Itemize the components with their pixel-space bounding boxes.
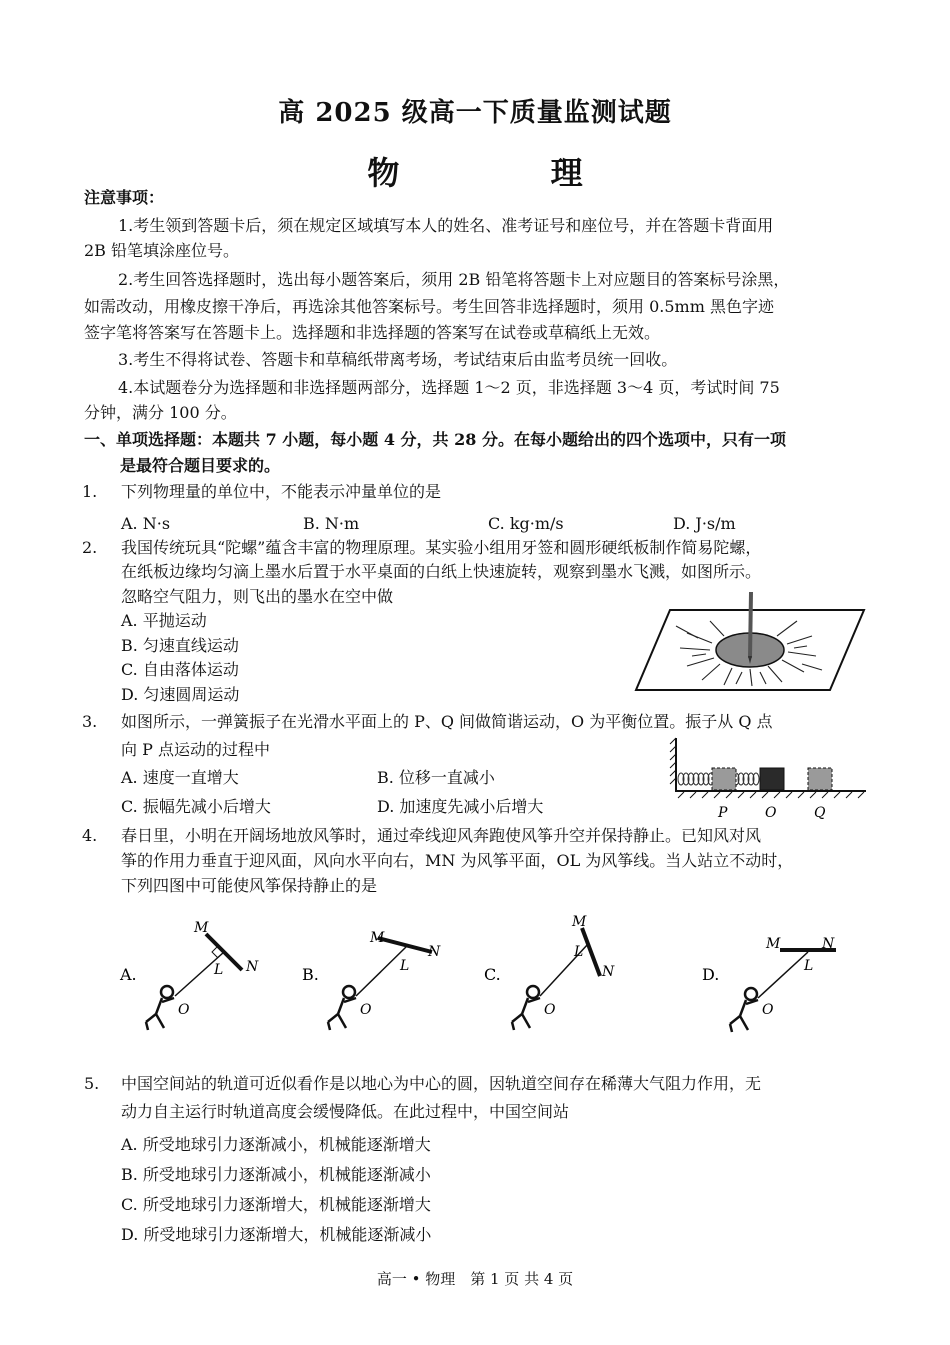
notice-line: 2B 铅笔填涂座位号。	[84, 241, 240, 260]
option-b: B. 所受地球引力逐渐减小，机械能逐渐减小	[121, 1165, 431, 1184]
option-letter-a: A.	[120, 965, 137, 984]
question-stem: 筝的作用力垂直于迎风面，风向水平向右，MN 为风筝平面，OL 为风筝线。当人站立不动时，	[121, 851, 794, 870]
option-letter-b: B.	[302, 965, 319, 984]
subject-title: 物 理	[367, 154, 653, 192]
svg-text:O: O	[762, 1002, 774, 1018]
question-stem: 春日里，小明在开阔场地放风筝时，通过牵线迎风奔跑使风筝升空并保持静止。已知风对风	[121, 826, 762, 845]
spinning-top-figure	[632, 588, 872, 694]
question-stem: 忽略空气阻力，则飞出的墨水在空中做	[121, 587, 394, 606]
question-number: 1.	[82, 482, 98, 501]
question-stem: 向 P 点运动的过程中	[121, 740, 270, 759]
svg-text:L: L	[574, 944, 584, 960]
question-number: 5.	[84, 1074, 100, 1093]
option-d: D. 加速度先减小后增大	[377, 797, 544, 816]
svg-text:M: M	[766, 936, 781, 952]
option-a: A. 平抛运动	[121, 611, 207, 630]
option-c: C. 自由落体运动	[121, 660, 239, 679]
svg-text:N: N	[428, 944, 441, 960]
notice-line: 1.考生领到答题卡后，须在规定区域填写本人的姓名、准考证号和座位号，并在答题卡背面用	[118, 216, 774, 235]
spring-oscillator-figure	[668, 736, 870, 822]
question-stem: 如图所示，一弹簧振子在光滑水平面上的 P、Q 间做简谐运动，O 为平衡位置。振子从 Q 点	[121, 712, 773, 731]
svg-text:O: O	[360, 1002, 372, 1018]
option-b: B. 匀速直线运动	[121, 636, 239, 655]
kite-b	[328, 930, 441, 1030]
svg-text:O: O	[544, 1002, 556, 1018]
notice-line: 如需改动，用橡皮擦干净后，再选涂其他答案标号。考生回答非选择题时，须用 0.5mm 黑色字迹	[84, 297, 774, 316]
option-b: B. N·m	[303, 514, 360, 533]
question-stem: 中国空间站的轨道可近似看作是以地心为中心的圆，因轨道空间存在稀薄大气阻力作用，无	[121, 1074, 762, 1093]
svg-text:L: L	[400, 958, 410, 974]
label-o: O	[765, 805, 777, 821]
exam-title: 高 2025 级高一下质量监测试题	[278, 98, 672, 128]
option-letter-c: C.	[484, 965, 501, 984]
option-c: C. 所受地球引力逐渐增大，机械能逐渐增大	[121, 1195, 431, 1214]
question-stem: 动力自主运行时轨道高度会缓慢降低。在此过程中，中国空间站	[121, 1102, 570, 1121]
option-a: A. 所受地球引力逐渐减小，机械能逐渐增大	[121, 1135, 431, 1154]
option-d: D. 匀速圆周运动	[121, 685, 240, 704]
kite-d	[730, 936, 836, 1032]
option-letter-d: D.	[702, 965, 720, 984]
notice-line: 3.考生不得将试卷、答题卡和草稿纸带离考场，考试结束后由监考员统一回收。	[118, 350, 678, 369]
svg-text:M: M	[194, 920, 209, 936]
question-number: 4.	[82, 826, 98, 845]
option-d: D. J·s/m	[673, 514, 736, 533]
label-q: Q	[814, 805, 826, 821]
svg-text:L: L	[804, 958, 814, 974]
svg-text:L: L	[214, 962, 224, 978]
option-b: B. 位移一直减小	[377, 768, 495, 787]
kite-options-figure	[110, 910, 870, 1038]
page-footer: 高一 • 物理 第 1 页 共 4 页	[376, 1270, 574, 1288]
option-c: C. kg·m/s	[488, 514, 564, 533]
notice-line: 签字笔将答案写在答题卡上。选择题和非选择题的答案写在试卷或草稿纸上无效。	[84, 323, 661, 342]
question-stem: 我国传统玩具“陀螺”蕴含丰富的物理原理。某实验小组用牙签和圆形硬纸板制作简易陀螺，	[121, 538, 762, 557]
svg-text:M: M	[572, 914, 587, 930]
section-heading: 一、单项选择题：本题共 7 小题，每小题 4 分，共 28 分。在每小题给出的四个选项中，只有一项	[84, 430, 786, 449]
question-number: 3.	[82, 712, 98, 731]
svg-text:O: O	[178, 1002, 190, 1018]
section-heading-cont: 是最符合题目要求的。	[120, 456, 281, 475]
svg-text:N: N	[822, 936, 835, 952]
label-p: P	[718, 805, 728, 821]
notice-line: 4.本试题卷分为选择题和非选择题两部分，选择题 1～2 页，非选择题 3～4 页，考试时间 75	[118, 378, 780, 397]
svg-text:M: M	[370, 930, 385, 946]
notice-line: 分钟，满分 100 分。	[84, 403, 237, 422]
svg-text:N: N	[246, 959, 259, 975]
question-stem: 下列物理量的单位中，不能表示冲量单位的是	[121, 482, 442, 501]
notice-line: 2.考生回答选择题时，选出每小题答案后，须用 2B 铅笔将答题卡上对应题目的答案标号涂黑，	[118, 270, 790, 289]
svg-text:N: N	[602, 964, 615, 980]
question-stem: 在纸板边缘均匀滴上墨水后置于水平桌面的白纸上快速旋转，观察到墨水飞溅，如图所示。	[121, 562, 762, 581]
question-stem: 下列四图中可能使风筝保持静止的是	[121, 876, 378, 895]
notice-heading: 注意事项：	[84, 188, 165, 207]
question-number: 2.	[82, 538, 98, 557]
option-c: C. 振幅先减小后增大	[121, 797, 271, 816]
kite-c	[512, 914, 615, 1030]
option-a: A. N·s	[121, 514, 171, 533]
option-d: D. 所受地球引力逐渐增大，机械能逐渐减小	[121, 1225, 432, 1244]
option-a: A. 速度一直增大	[121, 768, 239, 787]
kite-a	[146, 920, 259, 1030]
